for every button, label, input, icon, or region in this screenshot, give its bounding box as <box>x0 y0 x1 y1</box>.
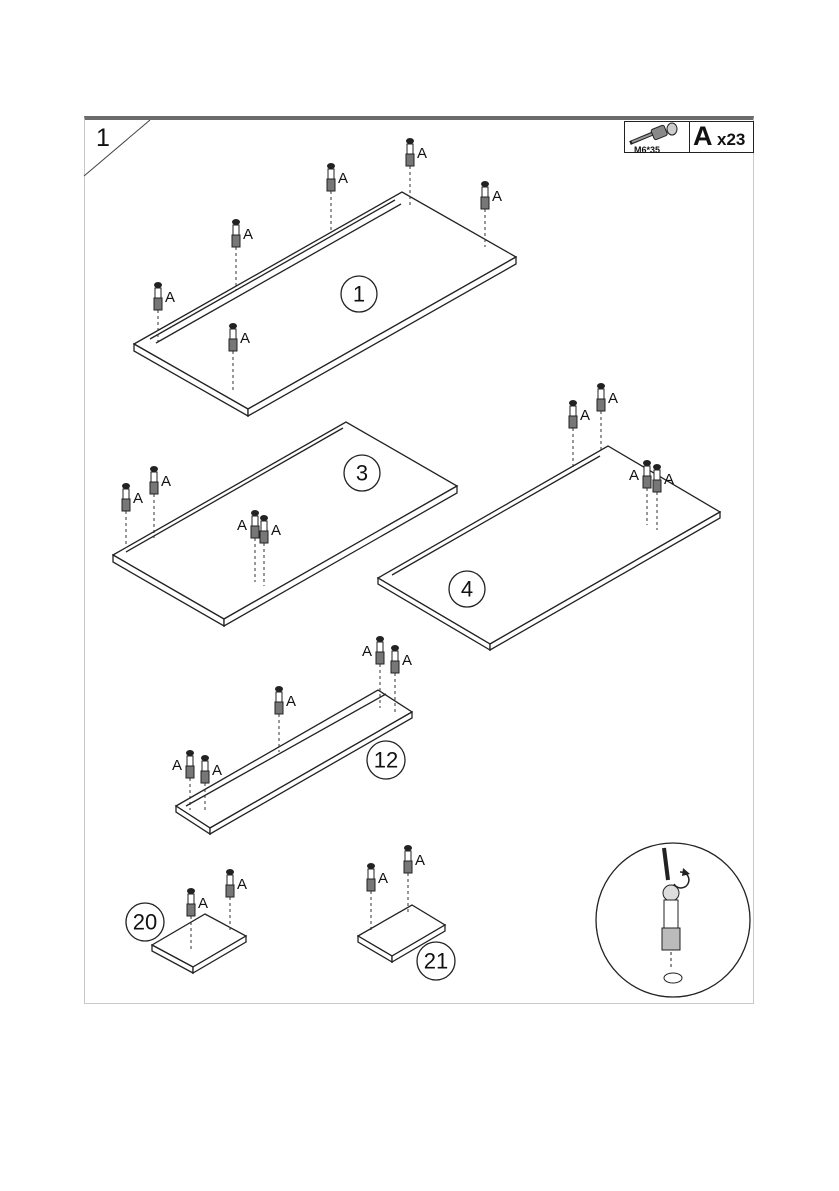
fastener-label: A <box>608 390 619 407</box>
fastener-label: A <box>271 522 282 539</box>
part-label-3: 3 <box>355 460 369 486</box>
fastener-label: A <box>415 852 426 869</box>
bolt-thread <box>154 298 162 310</box>
fastener-label: A <box>580 407 591 424</box>
bolt-thread <box>229 339 237 351</box>
panel-20 <box>152 914 246 973</box>
bolt-shank <box>598 389 604 399</box>
hardware-size: M6*35 <box>634 145 661 155</box>
bolt-shank <box>328 169 334 179</box>
bolt-shank <box>202 761 208 771</box>
bolt-shank <box>151 472 157 482</box>
cam-bolt-icon <box>481 181 502 247</box>
bolt-shank <box>123 489 129 499</box>
bolt-head <box>327 163 335 169</box>
bolt-thread <box>260 531 268 543</box>
part-label-12: 12 <box>373 747 399 773</box>
bolt-thread <box>597 399 605 411</box>
bolt-shank <box>392 651 398 661</box>
bolt-shank <box>276 692 282 702</box>
bolt-head <box>275 686 283 692</box>
bolt-thread <box>226 885 234 897</box>
fastener-label: A <box>492 188 503 205</box>
bolt-thread <box>376 652 384 664</box>
hardware-count: x23 <box>717 130 746 149</box>
bolt-head <box>653 464 661 470</box>
bolt-shank <box>252 516 258 526</box>
bolt-thread <box>391 661 399 673</box>
cam-bolt-icon <box>122 483 143 545</box>
part-label-4: 4 <box>460 576 474 602</box>
bolt-thread <box>643 476 651 488</box>
fastener-label: A <box>664 471 675 488</box>
bolt-shank <box>405 851 411 861</box>
bolt-head <box>260 515 268 521</box>
fastener-label: A <box>172 757 183 774</box>
fastener-label: A <box>338 170 349 187</box>
cam-bolt-icon <box>597 383 618 452</box>
fastener-label: A <box>378 870 389 887</box>
fastener-label: A <box>161 473 172 490</box>
hardware-letter: A <box>693 121 713 151</box>
bolt-head <box>406 138 414 144</box>
bolt-shank <box>227 875 233 885</box>
fastener-label: A <box>286 693 297 710</box>
bolt-thread <box>404 861 412 873</box>
bolt-thread <box>122 499 130 511</box>
fastener-label: A <box>133 490 144 507</box>
bolt-thread <box>187 904 195 916</box>
bolt-shank <box>377 642 383 652</box>
bolt-thread <box>481 197 489 209</box>
bolt-head <box>404 845 412 851</box>
part-label-21: 21 <box>423 948 449 974</box>
fastener-label: A <box>402 652 413 669</box>
bolt-shank <box>407 144 413 154</box>
bolt-shank <box>644 466 650 476</box>
part-callout-20 <box>126 903 164 941</box>
bolt-thread <box>186 766 194 778</box>
bolt-head <box>597 383 605 389</box>
bolt-head <box>391 645 399 651</box>
bolt-thread <box>653 480 661 492</box>
bolt-head <box>186 750 194 756</box>
fastener-label: A <box>198 895 209 912</box>
bolt-thread <box>201 771 209 783</box>
bolt-thread <box>327 179 335 191</box>
bolt-head <box>367 863 375 869</box>
fastener-label: A <box>240 330 251 347</box>
cam-bolt-icon <box>226 869 247 930</box>
fastener-label: A <box>629 467 640 484</box>
bolt-head <box>154 282 162 288</box>
bolt-shank <box>570 406 576 416</box>
part-label-20: 20 <box>132 909 158 935</box>
fastener-label: A <box>212 762 223 779</box>
bolt-shank <box>233 225 239 235</box>
fastener-label: A <box>243 226 254 243</box>
bolt-shank <box>482 187 488 197</box>
part-callout-1 <box>341 276 377 312</box>
panel-1 <box>134 192 516 416</box>
bolt-thread <box>569 416 577 428</box>
cam-bolt-icon <box>327 163 348 233</box>
bolt-head <box>481 181 489 187</box>
bolt-head <box>201 755 209 761</box>
bolt-thread <box>367 879 375 891</box>
fastener-label: A <box>362 643 373 660</box>
bolt-head <box>232 219 240 225</box>
bolt-head <box>643 460 651 466</box>
bolt-shank <box>187 756 193 766</box>
bolt-shank <box>155 288 161 298</box>
bolt-head <box>569 400 577 406</box>
part-callout-3 <box>344 455 380 491</box>
fastener-label: A <box>165 289 176 306</box>
part-callout-21 <box>417 942 455 980</box>
bolt-shank <box>188 894 194 904</box>
bolt-thread <box>406 154 414 166</box>
step-number: 1 <box>96 124 110 152</box>
magnifier-detail-icon <box>596 843 750 997</box>
bolt-head <box>251 510 259 516</box>
fastener-label: A <box>417 145 428 162</box>
cam-bolt-icon <box>406 138 427 205</box>
bolt-head <box>229 323 237 329</box>
bolt-head <box>376 636 384 642</box>
bolt-thread <box>150 482 158 494</box>
bolt-shank <box>654 470 660 480</box>
bolt-shank <box>261 521 267 531</box>
bolt-thread <box>275 702 283 714</box>
bolt-head <box>187 888 195 894</box>
bolt-shank <box>368 869 374 879</box>
bolt-thread <box>251 526 259 538</box>
corner-divider <box>84 120 150 176</box>
part-callout-4 <box>449 571 485 607</box>
part-callout-12 <box>367 741 405 779</box>
fastener-label: A <box>237 517 248 534</box>
bolt-head <box>226 869 234 875</box>
cam-bolt-icon <box>404 845 425 915</box>
bolt-thread <box>232 235 240 247</box>
part-label-1: 1 <box>352 281 366 307</box>
bolt-shank <box>230 329 236 339</box>
bolt-head <box>122 483 130 489</box>
fastener-label: A <box>237 876 248 893</box>
bolt-head <box>150 466 158 472</box>
